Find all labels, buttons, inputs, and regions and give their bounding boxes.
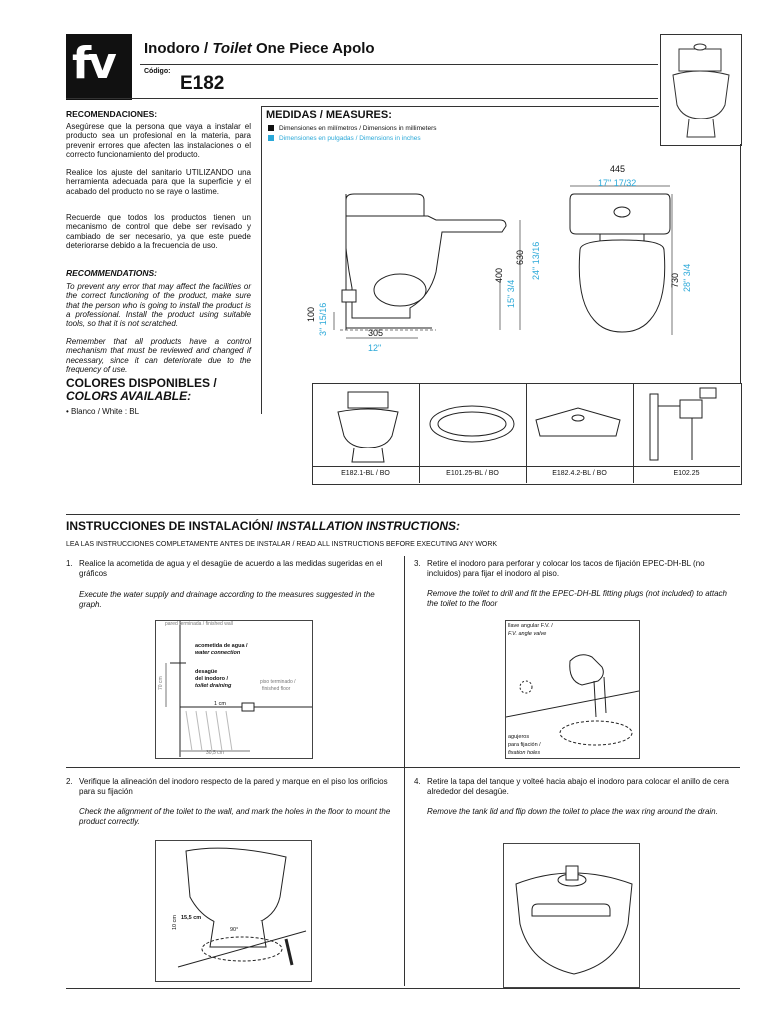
dim-305-in: 12"	[368, 343, 382, 353]
dim-445: 445	[610, 164, 626, 174]
product-tank-lid-drawing	[530, 400, 626, 450]
toilet-top-view-drawing	[560, 180, 680, 350]
d1-water-label: acometida de agua /	[195, 643, 248, 649]
step-3-text-en: Remove the toilet to drill and fit the EPEC-DH-BL fitting plugs (not included) to attach the toilet to the floor	[427, 589, 728, 608]
recommendations-heading: RECOMMENDATIONS:	[66, 268, 157, 278]
measures-right-border	[740, 144, 741, 384]
recommendations-p2: Remember that all products have a control mechanism that must be reviewed and changed if necessary, since it can deteriorate due to the frequency of use.	[66, 337, 251, 374]
step-4-diagram	[503, 843, 640, 988]
dim-445-in: 17" 17/32	[598, 178, 637, 188]
instructions-heading: INSTRUCCIONES DE INSTALACIÓN/ INSTALLATION INSTRUCTIONS:	[66, 519, 460, 533]
d1-floor-label: piso terminado /	[260, 679, 296, 685]
d1-305cm: 30,5 cm	[206, 750, 224, 756]
measures-title: MEDIDAS / MEASURES:	[266, 109, 392, 121]
instructions-top-line	[66, 514, 740, 515]
fv-logo: fv	[66, 34, 132, 100]
dim-305: 305	[368, 328, 384, 338]
codigo-label: Código:	[144, 68, 171, 75]
product-divider-3	[633, 383, 634, 483]
dim-100: 100	[306, 306, 316, 322]
d3-holes-label: agujeros	[508, 734, 530, 740]
dim-400-in: 15" 3/4	[506, 279, 516, 308]
document-title: Inodoro / Toilet One Piece Apolo	[144, 40, 375, 57]
step-2-number: 2.	[66, 777, 73, 786]
d3-valve-label-en: F.V. angle valve	[508, 631, 547, 637]
d1-1cm: 1 cm	[214, 701, 226, 707]
colors-heading-en: COLORS AVAILABLE:	[66, 389, 192, 403]
step-4-number: 4.	[414, 777, 421, 786]
product-thumbnail	[660, 34, 742, 146]
d2-angle: 90°	[230, 927, 239, 933]
dim-730: 730	[670, 272, 680, 288]
dim-400: 400	[494, 267, 504, 283]
read-all-notice: LEA LAS INSTRUCCIONES COMPLETAMENTE ANTES DE INSTALAR / READ ALL INSTRUCTIONS BEFORE EXECUTING ANY WORK	[66, 541, 498, 548]
product-toilet-drawing	[318, 388, 414, 464]
step-3-text-es: Retire el inodoro para perforar y colocar los tacos de fijación EPEC-DH-BL (no incluidos) para fijar el inodoro al piso.	[427, 559, 705, 578]
instructions-mid-line	[66, 767, 740, 768]
legend-in-swatch	[268, 135, 274, 141]
recomendaciones-p2: Realice los ajuste del sanitario UTILIZANDO una herramienta adecuada para que la superficie y el acabado del producto no se raye o lastime.	[66, 168, 251, 196]
page-bottom-line	[66, 988, 740, 989]
dim-630-in: 24" 13/16	[531, 241, 541, 280]
step-4-text-en: Remove the tank lid and flip down the toilet to place the wax ring around the drain.	[427, 807, 718, 816]
d1-water-label-en: water connection	[195, 650, 241, 656]
dim-730-in: 28" 3/4	[682, 263, 692, 292]
recommendations-p1: To prevent any error that may affect the facilities or the correct functioning of the product, make sure that the person who is going to install the product is a professional. Install the product using suitable tools, so that it is not scratched.	[66, 282, 251, 329]
d1-finished-wall: pared terminada / finished wall	[165, 621, 233, 627]
dim-630: 630	[515, 249, 525, 265]
product-label-3: E182.4.2-BL / BO	[552, 470, 607, 477]
d1-drain-label-en: toilet draining	[195, 683, 232, 689]
step-2-text-en: Check the alignment of the toilet to the wall, and mark the holes in the floor to mount the product correctly.	[79, 807, 391, 826]
product-divider-2	[526, 383, 527, 483]
legend-mm: Dimensiones en milímetros / Dimensions in millimeters	[268, 125, 437, 132]
d1-drain-label: desagüe	[195, 669, 218, 675]
step-1-text-es: Realice la acometida de agua y el desagüe de acuerdo a las medidas sugeridas en el gráficos	[79, 559, 383, 578]
product-code: E182	[180, 73, 225, 94]
d2-155cm: 15,5 cm	[181, 915, 202, 921]
toilet-side-view-drawing	[300, 180, 560, 360]
step-4-text-es: Retire la tapa del tanque y volteé hacia abajo el inodoro para colocar el anillo de cera alrededor del desagüe.	[427, 777, 729, 796]
product-fill-valve-drawing	[640, 386, 736, 464]
legend-in: Dimensiones en pulgadas / Dimensions in inches	[268, 135, 421, 142]
step-2-diagram	[155, 840, 312, 982]
colors-heading-es: COLORES DISPONIBLES /	[66, 376, 217, 390]
instructions-column-divider	[404, 556, 405, 986]
d1-70cm: 70 cm	[158, 676, 164, 690]
header-divider	[140, 64, 658, 65]
product-label-4: E102.25	[673, 470, 700, 477]
step-1-text-en: Execute the water supply and drainage according to the measures suggested in the graph.	[79, 590, 375, 609]
recomendaciones-heading: RECOMENDACIONES:	[66, 109, 158, 119]
header-bottom-line	[66, 98, 658, 99]
recomendaciones-p3: Recuerde que todos los productos tienen un mecanismo de control que debe ser revisado y cambiado de ser necesario, ya que este puede deteriorarse debido a la frecuencia de uso.	[66, 213, 251, 250]
product-divider-1	[419, 383, 420, 483]
product-label-line	[312, 466, 740, 467]
dim-100-in: 3" 15/16	[318, 302, 328, 336]
step-2-text-es: Verifique la alineación del inodoro respecto de la pared y marque en el piso los orificios para su fijación	[79, 777, 388, 796]
product-label-1: E182.1-BL / BO	[341, 470, 390, 477]
legend-mm-swatch	[268, 125, 274, 131]
product-seat-drawing	[424, 400, 520, 450]
d3-valve-label: llave angular F.V. /	[508, 623, 553, 629]
d1-floor-label-en: finished floor	[262, 686, 291, 692]
d1-drain-label-2: del inodoro /	[195, 676, 228, 682]
product-label-2: E101.25-BL / BO	[446, 470, 499, 477]
recomendaciones-p1: Asegúrese que la persona que vaya a instalar el producto sea un profesional en la materia, para prevenir errores que afecten las instalaciones o el correcto funcionamiento del producto.	[66, 122, 251, 159]
color-item: • Blanco / White : BL	[66, 407, 140, 416]
d2-10cm: 10 cm	[172, 915, 178, 930]
step-1-number: 1.	[66, 559, 73, 568]
d3-holes-label-2: para fijación /	[508, 742, 541, 748]
step-3-number: 3.	[414, 559, 421, 568]
d3-holes-label-en: fixation holes	[508, 750, 541, 756]
